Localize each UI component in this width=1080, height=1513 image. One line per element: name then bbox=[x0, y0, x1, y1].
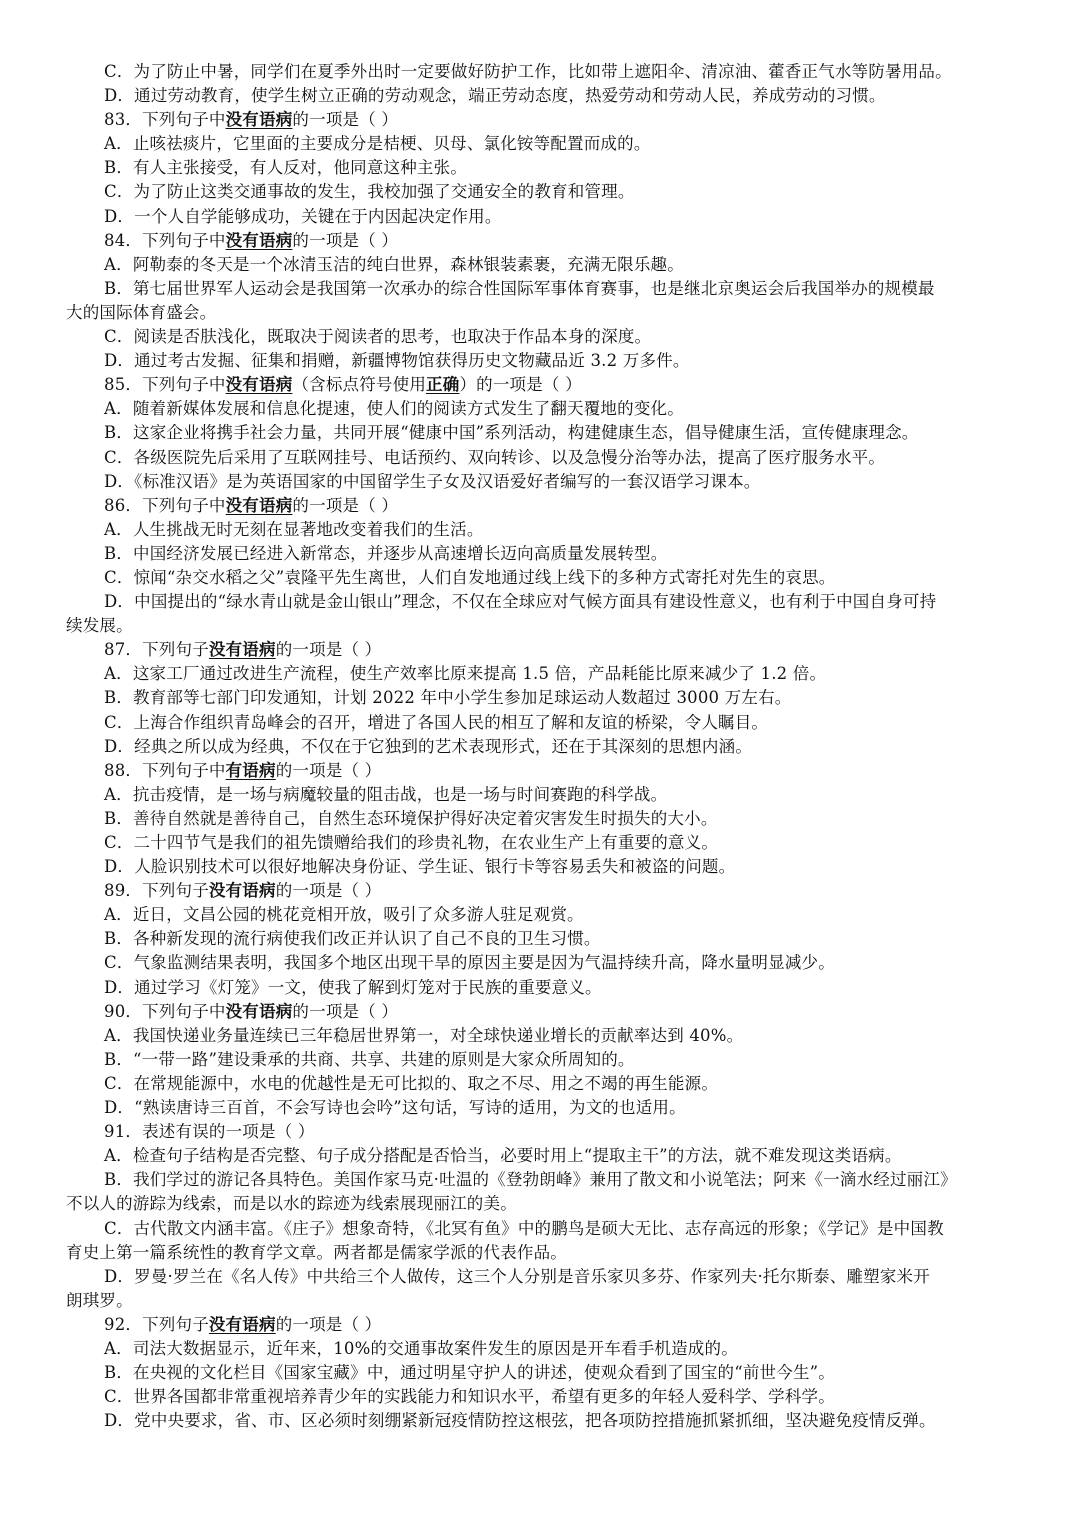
text-line: B．中国经济发展已经进入新常态，并逐步从高速增长迈向高质量发展转型。 bbox=[104, 543, 668, 563]
text-line: C．气象监测结果表明，我国多个地区出现干旱的原因主要是因为气温持续升高，降水量明显减少。 bbox=[104, 953, 835, 973]
stem-text: （含标点符号使用 bbox=[292, 375, 427, 395]
text-line: B．第七届世界军人运动会是我国第一次承办的综合性国际军事体育赛事，也是继北京奥运会后我国举办的规模最 bbox=[104, 278, 935, 298]
text-line: C．惊闻“杂交水稻之父”袁隆平先生离世，人们自发地通过线上线下的多种方式寄托对先生的哀思。 bbox=[104, 567, 836, 587]
emphasis-text: 没有语病 bbox=[208, 640, 276, 660]
question-stem bbox=[66, 638, 1034, 662]
stem-text: 87．下列句子 bbox=[104, 640, 209, 660]
text-line: D．“熟读唐诗三百首，不会写诗也会吟”这句话，写诗的适用，为文的也适用。 bbox=[104, 1098, 686, 1118]
question-stem bbox=[66, 494, 1034, 518]
emphasis-text: 正确 bbox=[426, 375, 460, 395]
stem-text: 84．下列句子中 bbox=[104, 230, 226, 250]
text-line: B．善待自然就是善待自己，自然生态环境保护得好决定着灾害发生时损失的大小。 bbox=[104, 808, 718, 828]
text-line: D．《标准汉语》是为英语国家的中国留学生子女及汉语爱好者编写的一套汉语学习课本。 bbox=[104, 471, 761, 491]
stem-text: 的一项是（ ） bbox=[275, 640, 382, 660]
text-line: D．经典之所以成为经典，不仅在于它独到的艺术表现形式，还在于其深刻的思想内涵。 bbox=[104, 736, 753, 756]
stem-text: 92．下列句子 bbox=[104, 1314, 209, 1334]
text-line: B．我们学过的游记各具特色。美国作家马克·吐温的《登勃朗峰》兼用了散文和小说笔法；阿来《一滴水经过丽江》 bbox=[104, 1170, 957, 1190]
text-line: 育史上第一篇系统性的教育学文章。两者都是儒家学派的代表作品。 bbox=[66, 1242, 567, 1262]
text-line: C．世界各国都非常重视培养青少年的实践能力和知识水平，希望有更多的年轻人爱科学、学科学。 bbox=[104, 1387, 835, 1407]
text-line: A．抗击疫情，是一场与病魔较量的阻击战，也是一场与时间赛跑的科学战。 bbox=[104, 784, 668, 804]
text-line: D．一个人自学能够成功，关键在于内因起决定作用。 bbox=[104, 206, 502, 226]
text-line: A．阿勒泰的冬天是一个冰清玉洁的纯白世界，森林银装素裹，充满无限乐趣。 bbox=[104, 254, 684, 274]
emphasis-text: 没有语病 bbox=[225, 375, 293, 395]
text-line: A．人生挑战无时无刻在显著地改变着我们的生活。 bbox=[104, 519, 484, 539]
text-line: C．二十四节气是我们的祖先馈赠给我们的珍贵礼物，在农业生产上有重要的意义。 bbox=[104, 833, 719, 852]
text-line: D．党中央要求，省、市、区必须时刻绷紧新冠疫情防控这根弦，把各项防控措施抓紧抓细，坚决避免疫情反弹。 bbox=[104, 1411, 936, 1431]
stem-text: 的一项是（ ） bbox=[275, 881, 382, 901]
emphasis-text: 有语病 bbox=[225, 760, 276, 780]
question-stem bbox=[66, 373, 1034, 397]
stem-text: ）的一项是（ ） bbox=[459, 375, 582, 395]
stem-text: 90．下列句子中 bbox=[104, 1001, 226, 1021]
stem-text: 85．下列句子中 bbox=[104, 375, 226, 395]
text-line: C．为了防止中暑，同学们在夏季外出时一定要做好防护工作，比如带上遮阳伞、清凉油、藿香正气水等防暑用品。 bbox=[104, 62, 952, 81]
question-stem bbox=[66, 108, 1034, 132]
text-line: C．阅读是否肤浅化，既取决于阅读者的思考，也取决于作品本身的深度。 bbox=[104, 327, 652, 347]
text-line: D．通过考古发掘、征集和捐赠，新疆博物馆获得历史文物藏品近 3.2 万多件。 bbox=[104, 351, 690, 371]
text-line: B．这家企业将携手社会力量，共同开展“健康中国”系列活动，构建健康生态，倡导健康生活，宣传健康理念。 bbox=[104, 423, 919, 443]
stem-text: 89．下列句子 bbox=[104, 881, 209, 901]
text-line: A．近日，文昌公园的桃花竞相开放，吸引了众多游人驻足观赏。 bbox=[104, 905, 584, 925]
text-line: A．检查句子结构是否完整、句子成分搭配是否恰当，必要时用上“提取主干”的方法，就不难发现这类语病。 bbox=[104, 1146, 902, 1166]
stem-text: 的一项是（ ） bbox=[292, 110, 399, 130]
text-line: D．人脸识别技术可以很好地解决身份证、学生证、银行卡等容易丢失和被盗的问题。 bbox=[104, 857, 736, 877]
question-stem bbox=[66, 229, 1034, 253]
text-line: A．司法大数据显示，近年来，10%的交通事故案件发生的原因是开车看手机造成的。 bbox=[104, 1338, 738, 1358]
text-line: D．通过学习《灯笼》一文，使我了解到灯笼对于民族的重要意义。 bbox=[104, 977, 602, 997]
text-line: C．各级医院先后采用了互联网挂号、电话预约、双向转诊、以及急慢分治等办法，提高了医疗服务水平。 bbox=[104, 447, 886, 467]
stem-text: 的一项是（ ） bbox=[292, 1001, 399, 1021]
text-line: 大的国际体育盛会。 bbox=[66, 302, 217, 322]
text-line: C．在常规能源中，水电的优越性是无可比拟的、取之不尽、用之不竭的再生能源。 bbox=[104, 1073, 719, 1093]
text-line: A．随着新媒体发展和信息化提速，使人们的阅读方式发生了翻天覆地的变化。 bbox=[104, 399, 684, 419]
text-line: C．为了防止这类交通事故的发生，我校加强了交通安全的教育和管理。 bbox=[104, 182, 635, 202]
text-line: B．有人主张接受，有人反对，他同意这种主张。 bbox=[104, 158, 468, 178]
text-line: D．通过劳动教育，使学生树立正确的劳动观念，端正劳动态度，热爱劳动和劳动人民，养成劳动的习惯。 bbox=[104, 86, 886, 106]
question-stem bbox=[66, 759, 1034, 783]
text-line: B．教育部等七部门印发通知，计划 2022 年中小学生参加足球运动人数超过 3000 万左右。 bbox=[104, 688, 792, 708]
stem-text: 的一项是（ ） bbox=[292, 230, 399, 250]
emphasis-text: 没有语病 bbox=[208, 881, 276, 901]
stem-text: 的一项是（ ） bbox=[292, 495, 399, 515]
text-line: 朗琪罗。 bbox=[66, 1290, 133, 1310]
emphasis-text: 没有语病 bbox=[225, 110, 293, 130]
emphasis-text: 没有语病 bbox=[225, 1001, 293, 1021]
stem-text: 的一项是（ ） bbox=[275, 1314, 382, 1334]
text-line: A．止咳祛痰片，它里面的主要成分是桔梗、贝母、氯化铵等配置而成的。 bbox=[104, 134, 651, 154]
question-stem bbox=[66, 1000, 1034, 1024]
emphasis-text: 没有语病 bbox=[225, 230, 293, 250]
text-line: B．各种新发现的流行病使我们改正并认识了自己不良的卫生习惯。 bbox=[104, 929, 601, 949]
text-line: C．上海合作组织青岛峰会的召开，增进了各国人民的相互了解和友谊的桥梁，令人瞩目。 bbox=[104, 712, 769, 732]
text-line: 91．表述有误的一项是（ ） bbox=[104, 1122, 315, 1142]
text-line: C．古代散文内涵丰富。《庄子》想象奇特，《北冥有鱼》中的鹏鸟是硕大无比、志存高远的形象；《学记》是中国教 bbox=[104, 1218, 944, 1238]
text-line: A．这家工厂通过改进生产流程，使生产效率比原来提高 1.5 倍，产品耗能比原来减少了 1.2 倍。 bbox=[104, 664, 827, 684]
emphasis-text: 没有语病 bbox=[208, 1314, 276, 1334]
question-stem bbox=[66, 879, 1034, 903]
question-list bbox=[66, 60, 1034, 1433]
text-line: D．罗曼·罗兰在《名人传》中共给三个人做传，这三个人分别是音乐家贝多芬、作家列夫·托尔斯泰、雕塑家米开 bbox=[104, 1266, 930, 1286]
stem-text: 的一项是（ ） bbox=[275, 760, 382, 780]
question-stem bbox=[66, 1313, 1034, 1337]
stem-text: 88．下列句子中 bbox=[104, 760, 226, 780]
text-line: B．“一带一路”建设秉承的共商、共享、共建的原则是大家众所周知的。 bbox=[104, 1049, 635, 1069]
text-line: A．我国快递业务量连续已三年稳居世界第一，对全球快递业增长的贡献率达到 40%。 bbox=[104, 1025, 744, 1045]
text-line: 续发展。 bbox=[66, 616, 133, 636]
stem-text: 86．下列句子中 bbox=[104, 495, 226, 515]
text-line: 不以人的游踪为线索，而是以水的踪迹为线索展现丽江的美。 bbox=[66, 1194, 517, 1214]
text-line: D．中国提出的“绿水青山就是金山银山”理念，不仅在全球应对气候方面具有建设性意义，也有利于中国自身可持 bbox=[104, 592, 937, 612]
emphasis-text: 没有语病 bbox=[225, 495, 293, 515]
stem-text: 83．下列句子中 bbox=[104, 110, 226, 130]
text-line: B．在央视的文化栏目《国家宝藏》中，通过明星守护人的讲述，使观众看到了国宝的“前世今生”。 bbox=[104, 1363, 835, 1383]
